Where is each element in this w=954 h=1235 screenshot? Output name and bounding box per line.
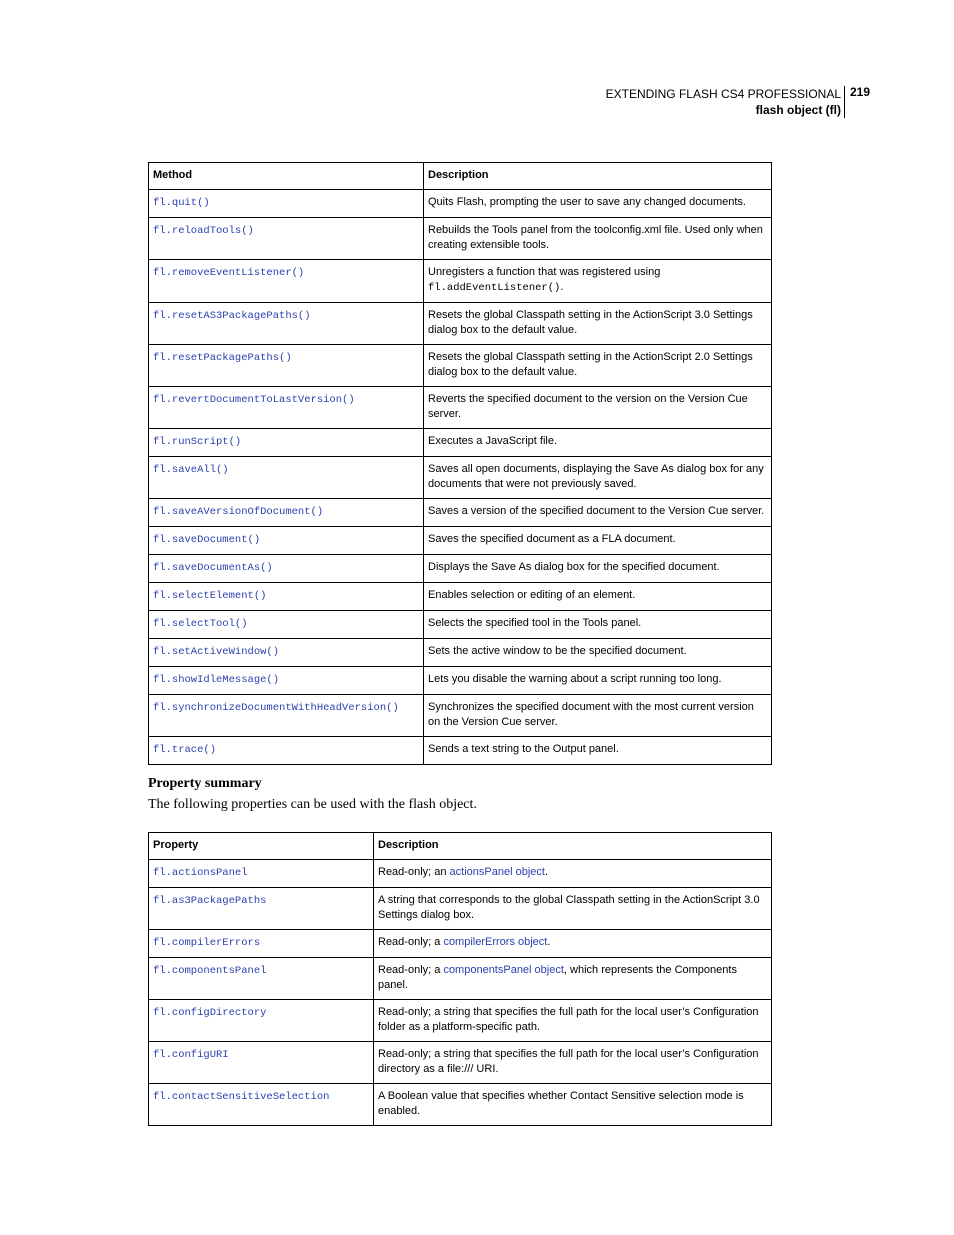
method-cell bbox=[149, 695, 424, 737]
description-cell bbox=[424, 583, 772, 611]
table-row bbox=[149, 1000, 772, 1042]
object-link[interactable]: actionsPanel object bbox=[449, 866, 545, 878]
description-tail: . bbox=[547, 936, 551, 948]
description-text: Reverts the specified document to the version on the Version Cue server. bbox=[428, 393, 748, 420]
method-cell bbox=[149, 387, 424, 429]
description-text: Synchronizes the specified document with the most current version on the Version Cue server. bbox=[428, 701, 754, 728]
method-cell bbox=[149, 611, 424, 639]
method-link[interactable]: fl.synchronizeDocumentWithHeadVersion() bbox=[153, 702, 399, 714]
description-text: Read-only; a string that specifies the full path for the local user’s Configuration folder as a platform-specific path. bbox=[378, 1006, 759, 1033]
description-cell bbox=[424, 429, 772, 457]
table-row bbox=[149, 695, 772, 737]
table-row bbox=[149, 555, 772, 583]
description-cell bbox=[424, 611, 772, 639]
table-row bbox=[149, 527, 772, 555]
page-number: 219 bbox=[850, 85, 871, 99]
table-row bbox=[149, 218, 772, 260]
description-text: Displays the Save As dialog box for the specified document. bbox=[428, 561, 720, 573]
header-section: flash object (fl) bbox=[755, 103, 841, 117]
method-link[interactable]: fl.saveAVersionOfDocument() bbox=[153, 506, 324, 518]
description-text: Read-only; a bbox=[378, 964, 444, 976]
description-cell bbox=[424, 527, 772, 555]
method-cell bbox=[149, 667, 424, 695]
description-text: Enables selection or editing of an element. bbox=[428, 589, 636, 601]
running-header bbox=[606, 86, 841, 118]
description-cell bbox=[424, 639, 772, 667]
method-link[interactable]: fl.saveAll() bbox=[153, 464, 229, 476]
column-header-method: Method bbox=[149, 163, 424, 190]
description-text: Selects the specified tool in the Tools panel. bbox=[428, 617, 642, 629]
methods-table bbox=[148, 162, 772, 765]
description-cell bbox=[424, 457, 772, 499]
table-row bbox=[149, 667, 772, 695]
properties-table bbox=[148, 832, 772, 1126]
description-cell bbox=[374, 1000, 772, 1042]
method-link[interactable]: fl.showIdleMessage() bbox=[153, 674, 280, 686]
section-intro: The following properties can be used with the flash object. bbox=[148, 797, 477, 812]
method-cell bbox=[149, 218, 424, 260]
property-link[interactable]: fl.contactSensitiveSelection bbox=[153, 1091, 330, 1103]
method-link[interactable]: fl.selectTool() bbox=[153, 618, 248, 630]
description-cell bbox=[424, 695, 772, 737]
header-divider bbox=[844, 86, 845, 118]
properties-table-body bbox=[149, 860, 772, 1126]
table-row bbox=[149, 303, 772, 345]
table-row bbox=[149, 583, 772, 611]
method-link[interactable]: fl.resetAS3PackagePaths() bbox=[153, 310, 311, 322]
method-cell bbox=[149, 527, 424, 555]
property-cell bbox=[149, 958, 374, 1000]
description-tail: . bbox=[544, 866, 549, 878]
method-cell bbox=[149, 639, 424, 667]
property-cell bbox=[149, 860, 374, 888]
description-text: Resets the global Classpath setting in the ActionScript 2.0 Settings dialog box to the default value. bbox=[428, 351, 753, 378]
table-header-row bbox=[149, 833, 772, 860]
table-row bbox=[149, 958, 772, 1000]
method-link[interactable]: fl.runScript() bbox=[153, 436, 242, 448]
description-text: Read-only; a string that specifies the full path for the local user’s Configuration directory as a file:/// URI. bbox=[378, 1048, 759, 1075]
description-text: Sends a text string to the Output panel. bbox=[428, 743, 619, 755]
method-link[interactable]: fl.resetPackagePaths() bbox=[153, 352, 292, 364]
property-cell bbox=[149, 888, 374, 930]
description-tail: . bbox=[560, 281, 564, 293]
description-cell bbox=[424, 499, 772, 527]
method-cell bbox=[149, 583, 424, 611]
property-link[interactable]: fl.compilerErrors bbox=[153, 937, 261, 949]
property-cell bbox=[149, 1084, 374, 1126]
method-cell bbox=[149, 190, 424, 218]
table-row bbox=[149, 499, 772, 527]
table-row bbox=[149, 429, 772, 457]
method-cell bbox=[149, 303, 424, 345]
table-row bbox=[149, 639, 772, 667]
description-cell bbox=[374, 930, 772, 958]
method-cell bbox=[149, 499, 424, 527]
property-cell bbox=[149, 1042, 374, 1084]
property-link[interactable]: fl.actionsPanel bbox=[153, 867, 248, 879]
method-link[interactable]: fl.saveDocument() bbox=[153, 534, 261, 546]
method-link[interactable]: fl.removeEventListener() bbox=[153, 267, 305, 279]
table-row bbox=[149, 260, 772, 303]
column-header-description: Description bbox=[424, 163, 772, 190]
table-row bbox=[149, 387, 772, 429]
table-row bbox=[149, 611, 772, 639]
method-cell bbox=[149, 737, 424, 765]
description-text: Quits Flash, prompting the user to save any changed documents. bbox=[428, 196, 746, 208]
method-cell bbox=[149, 457, 424, 499]
property-link[interactable]: fl.configURI bbox=[153, 1049, 229, 1061]
description-cell bbox=[424, 737, 772, 765]
method-link[interactable]: fl.saveDocumentAs() bbox=[153, 562, 273, 574]
description-cell bbox=[424, 190, 772, 218]
description-text: Resets the global Classpath setting in the ActionScript 3.0 Settings dialog box to the default value. bbox=[428, 309, 753, 336]
method-link[interactable]: fl.selectElement() bbox=[153, 590, 267, 602]
description-cell bbox=[424, 345, 772, 387]
object-link[interactable]: compilerErrors object bbox=[443, 936, 548, 948]
table-row bbox=[149, 190, 772, 218]
method-cell bbox=[149, 555, 424, 583]
description-tail: , which represents the Components panel. bbox=[378, 964, 737, 991]
description-text: Saves the specified document as a FLA document. bbox=[428, 533, 676, 545]
description-cell bbox=[424, 303, 772, 345]
description-cell bbox=[374, 958, 772, 1000]
property-link[interactable]: fl.configDirectory bbox=[153, 1007, 267, 1019]
description-text: Executes a JavaScript file. bbox=[428, 435, 558, 447]
description-text: A string that corresponds to the global Classpath setting in the ActionScript 3.0 Settings dialog box. bbox=[378, 894, 760, 921]
header-title: EXTENDING FLASH CS4 PROFESSIONAL bbox=[605, 87, 841, 101]
method-cell bbox=[149, 429, 424, 457]
description-cell bbox=[374, 888, 772, 930]
object-link[interactable]: componentsPanel object bbox=[443, 964, 564, 976]
table-row bbox=[149, 1084, 772, 1126]
description-cell bbox=[374, 1084, 772, 1126]
description-text: A Boolean value that specifies whether Contact Sensitive selection mode is enabled. bbox=[378, 1090, 744, 1117]
description-cell bbox=[424, 260, 772, 303]
method-link[interactable]: fl.quit() bbox=[153, 197, 210, 209]
description-text: Rebuilds the Tools panel from the toolconfig.xml file. Used only when creating extensible tools. bbox=[428, 224, 763, 251]
table-row bbox=[149, 457, 772, 499]
table-row bbox=[149, 860, 772, 888]
property-cell bbox=[149, 1000, 374, 1042]
description-text: Saves all open documents, displaying the Save As dialog box for any documents that were not previously saved. bbox=[428, 463, 764, 490]
table-row bbox=[149, 737, 772, 765]
method-cell bbox=[149, 345, 424, 387]
method-link[interactable]: fl.trace() bbox=[153, 744, 217, 756]
property-cell bbox=[149, 930, 374, 958]
description-text: Sets the active window to be the specified document. bbox=[428, 645, 687, 657]
method-link[interactable]: fl.reloadTools() bbox=[153, 225, 254, 237]
description-cell bbox=[424, 387, 772, 429]
method-cell bbox=[149, 260, 424, 303]
table-row bbox=[149, 345, 772, 387]
description-text: Saves a version of the specified document to the Version Cue server. bbox=[428, 505, 765, 517]
section-heading: Property summary bbox=[148, 776, 262, 791]
methods-table-body bbox=[149, 190, 772, 765]
table-row bbox=[149, 888, 772, 930]
description-cell bbox=[424, 555, 772, 583]
column-header-description: Description bbox=[374, 833, 772, 860]
table-row bbox=[149, 930, 772, 958]
method-link[interactable]: fl.revertDocumentToLastVersion() bbox=[153, 394, 355, 406]
description-text: Unregisters a function that was registered using bbox=[428, 266, 661, 278]
property-link[interactable]: fl.as3PackagePaths bbox=[153, 895, 267, 907]
table-header-row bbox=[149, 163, 772, 190]
description-cell bbox=[424, 218, 772, 260]
description-text: Read-only; a bbox=[378, 936, 444, 948]
column-header-property: Property bbox=[149, 833, 374, 860]
description-text: Read-only; an bbox=[378, 866, 450, 878]
description-text: Lets you disable the warning about a script running too long. bbox=[428, 673, 722, 685]
property-link[interactable]: fl.componentsPanel bbox=[153, 965, 267, 977]
description-cell bbox=[374, 1042, 772, 1084]
description-code: fl.addEventListener() bbox=[428, 282, 561, 294]
method-link[interactable]: fl.setActiveWindow() bbox=[153, 646, 280, 658]
table-row bbox=[149, 1042, 772, 1084]
description-cell bbox=[374, 860, 772, 888]
description-cell bbox=[424, 667, 772, 695]
